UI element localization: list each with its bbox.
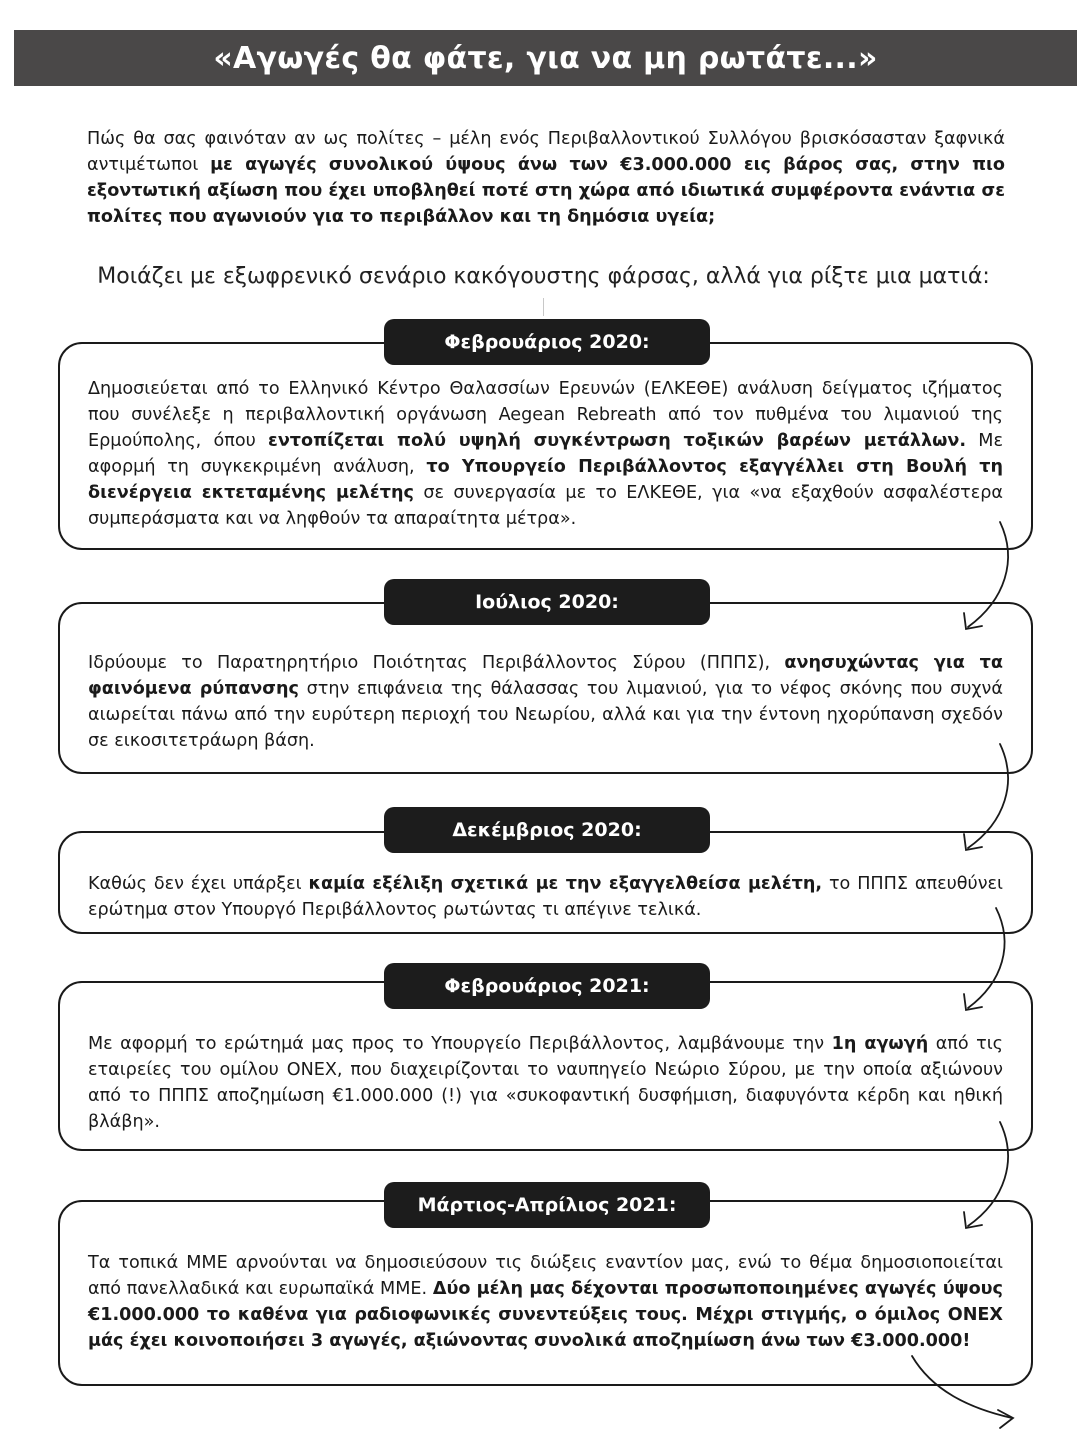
divider-tick [543,298,544,316]
timeline-text [88,1031,1003,1135]
text-run: Ιδρύουμε το Παρατηρητήριο Ποιότητας Περιβάλλοντος Σύρου (ΠΠΠΣ), [88,653,785,673]
page-title: «Αγωγές θα φάτε, για να μη ρωτάτε...» [14,30,1077,86]
timeline-box-feb-2020 [58,342,1033,550]
bold-run: εντοπίζεται πολύ υψηλή συγκέντρωση τοξικών βαρέων μετάλλων. [268,431,967,451]
timeline-label-jul-2020: Ιούλιος 2020: [384,579,710,625]
timeline-text [88,871,1003,923]
bold-run: καμία εξέλιξη σχετικά με την εξαγγελθείσα μελέτη, [308,874,823,894]
text-run: Δημοσιεύεται από το Ελληνικό Κέντρο Θαλασσίων Ερευνών (ΕΛΚΕΘΕ) ανάλυση δείγματος ιζήματος που συνέλεξε η περιβαλλοντική οργάνωση Aegean Rebreath από τον πυθμένα του λιμανιού της Ερμούπολης, όπου [88,379,1003,451]
timeline-label-feb-2021: Φεβρουάριος 2021: [384,963,710,1009]
timeline-label-dec-2020: Δεκέμβριος 2020: [384,807,710,853]
timeline-text [88,376,1003,532]
lead-sentence: Μοιάζει με εξωφρενικό σενάριο κακόγουστης φάρσας, αλλά για ρίξτε μια ματιά: [97,264,990,289]
timeline-label-feb-2020: Φεβρουάριος 2020: [384,319,710,365]
text-run: από τις εταιρείες του ομίλου ONEX, που διαχειρίζονται το ναυπηγείο Νεώριο Σύρου, με την οποία αξιώνουν από το ΠΠΠΣ αποζημίωση €1.000.000 (!) για «συκοφαντική δυσφήμιση, διαφυγόντα κέρδη και ηθική βλάβη». [88,1034,1004,1132]
text-run: σε συνεργασία με το ΕΛΚΕΘΕ, για «να εξαχθούν ασφαλέστερα συμπεράσματα και να ληφθούν τα απαραίτητα μέτρα». [88,483,1004,529]
bold-run: ανησυχώντας για τα φαινόμενα ρύπανσης [88,653,1003,699]
timeline-label-mar-apr-2021: Μάρτιος-Απρίλιος 2021: [384,1182,710,1228]
bold-run: το Υπουργείο Περιβάλλοντος εξαγγέλλει στη Βουλή τη διενέργεια εκτεταμένης μελέτης [88,457,1003,503]
intro-text: Πώς θα σας φαινόταν αν ως πολίτες – μέλη ενός Περιβαλλοντικού Συλλόγου βρισκόσασταν ξαφνικά αντιμέτωποι [87,129,1005,175]
bold-run: 1η αγωγή [831,1034,929,1054]
text-run: Με αφορμή το ερώτημά μας προς το Υπουργείο Περιβάλλοντος, λαμβάνουμε την [88,1034,832,1054]
bold-run: Δύο μέλη μας δέχονται προσωποποιημένες αγωγές ύψους €1.000.000 το καθένα για ραδιοφωνικές συνεντεύξεις τους. Μέχρι στιγμής, ο όμιλος ONEX μάς έχει κοινοποιήσει 3 αγωγές, αξιώνοντας συνολικά αποζημίωση άνω των €3.000.000! [88,1279,1003,1351]
text-run: Με αφορμή τη συγκεκριμένη ανάλυση, [88,431,1003,477]
arrow-5-head-icon [998,1410,1013,1428]
intro-paragraph [87,126,1005,230]
intro-bold-text: με αγωγές συνολικού ύψους άνω των €3.000.000 εις βάρος σας, στην πιο εξοντωτική αξίωση που έχει υποβληθεί ποτέ στη χώρα από ιδιωτικά συμφέροντα ενάντια σε πολίτες που αγωνιούν για το περιβάλλον και τη δημόσια υγεία; [87,155,1006,227]
text-run: Τα τοπικά ΜΜΕ αρνούνται να δημοσιεύσουν τις διώξεις εναντίον μας, ενώ το θέμα δημοσιοποιείται από πανελλαδικά και ευρωπαϊκά ΜΜΕ. [88,1253,1003,1299]
timeline-box-jul-2020 [58,602,1033,774]
text-run: το ΠΠΠΣ απευθύνει ερώτημα στον Υπουργό Περιβάλλοντος ρωτώντας τι απέγινε τελικά. [88,874,1003,920]
text-run: Καθώς δεν έχει υπάρξει [88,874,309,894]
text-run: στην επιφάνεια της θάλασσας του λιμανιού, για το νέφος σκόνης που συχνά αιωρείται πάνω από την ευρύτερη περιοχή του Νεωρίου, αλλά και για την έντονη ηχορύπανση σχεδόν σε εικοσιτετράωρη βάση. [88,679,1003,751]
timeline-text [88,1250,1003,1354]
timeline-text [88,650,1003,754]
